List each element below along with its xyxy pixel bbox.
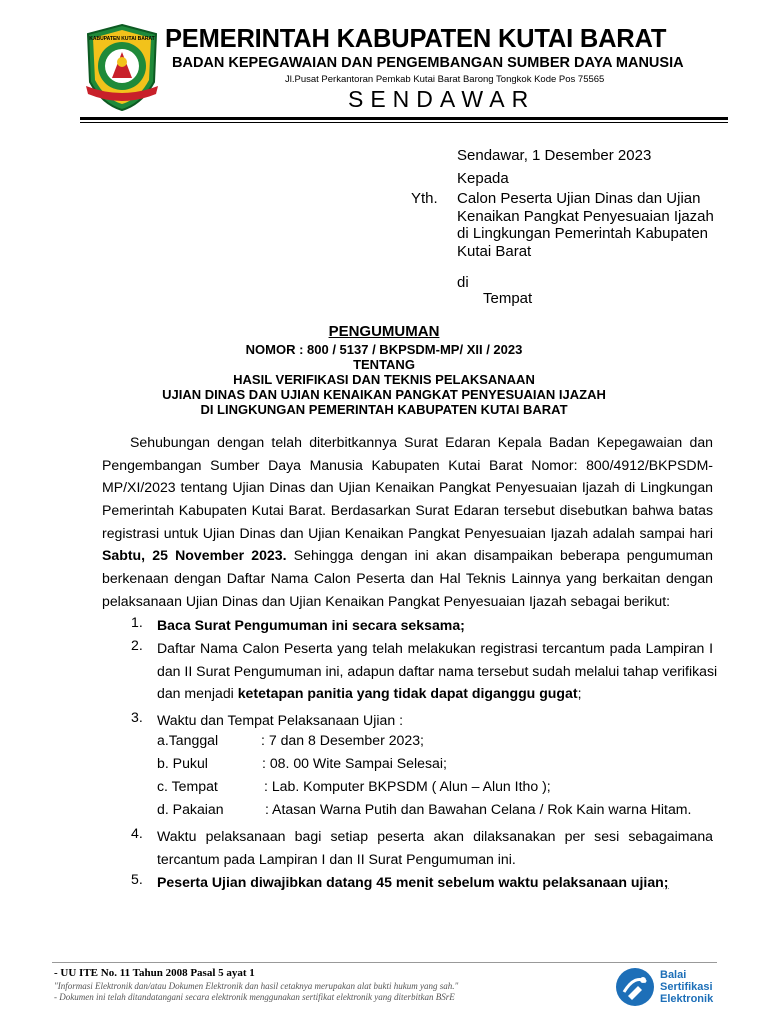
letterhead-rule-thin: [80, 122, 728, 123]
letter-yth: Yth.: [411, 190, 438, 207]
list-number: 2.: [131, 637, 143, 653]
letter-recipient: [457, 190, 714, 260]
body-line: Pengembangan Sumber Daya Manusia Kabupaten Kutai Barat Nomor: 800/4912/BKPSDM-: [102, 456, 713, 473]
schedule-label: d. Pakaian: [157, 801, 224, 817]
list-item-text: Baca Surat Pengumuman ini secara seksama;: [157, 617, 465, 633]
letterhead-agency: BADAN KEPEGAWAIAN DAN PENGEMBANGAN SUMBER DAYA MANUSIA: [172, 55, 684, 71]
announcement-heading: [0, 323, 768, 340]
body-line: pelaksanaan Ujian Dinas dan Ujian Kenaikan Pangkat Penyesuaian Ijazah sebagai berikut:: [102, 592, 671, 609]
letterhead-city: SENDAWAR: [348, 86, 536, 112]
schedule-value: : Atasan Warna Putih dan Bawahan Celana / Rok Kain warna Hitam.: [265, 801, 692, 817]
bsre-line: Sertifikasi: [660, 981, 713, 993]
list-item-end: ;: [663, 874, 669, 890]
body-line: Sehubungan dengan telah diterbitkannya Surat Edaran Kepala Badan Kepegawaian dan: [130, 434, 713, 450]
announcement-heading-text: PENGUMUMAN: [328, 323, 440, 340]
list-number: 4.: [131, 825, 143, 841]
bsre-line: Balai: [660, 969, 687, 981]
recipient-line: di Lingkungan Pemerintah Kabupaten: [457, 225, 709, 242]
body-paragraph: [102, 431, 713, 613]
bsre-logo-icon: [614, 966, 656, 1008]
svg-text:KABUPATEN KUTAI BARAT: KABUPATEN KUTAI BARAT: [89, 36, 155, 42]
body-line: berkenaan dengan Daftar Nama Calon Peserta dan Hal Teknis Lainnya yang berkaitan dengan: [102, 570, 713, 587]
list-item-line: [157, 682, 713, 705]
recipient-line: Calon Peserta Ujian Dinas dan Ujian: [457, 190, 701, 207]
kutai-barat-emblem-icon: [82, 22, 162, 112]
body-line: Pemerintah Kabupaten Kutai Barat. Berdasarkan Surat Edaran tersebut disebutkan bahwa batas: [102, 502, 713, 519]
deadline-date: Sabtu, 25 November 2023.: [102, 547, 287, 564]
list-number: 5.: [131, 871, 143, 887]
body-line: MP/XI/2023 tentang Ujian Dinas dan Ujian Kenaikan Pangkat Penyesuaian Ijazah di Lingkungan: [102, 479, 713, 496]
footer-quote: "Informasi Elektronik dan/atau Dokumen Elektronik dan hasil cetaknya merupakan alat bukti hukum yang sah.": [54, 981, 459, 991]
body-line: [102, 544, 713, 567]
list-item-line: Daftar Nama Calon Peserta yang telah melakukan registrasi tercantum pada Lampiran I: [157, 640, 713, 656]
letter-kepada: Kepada: [457, 170, 509, 187]
bsre-wordmark: [660, 969, 713, 1005]
list-item-line: tercantum pada Lampiran I dan II Surat Pengumuman ini.: [157, 850, 516, 867]
list-item-text: Peserta Ujian diwajibkan datang 45 menit sebelum waktu pelaksanaan ujian: [157, 874, 664, 890]
list-item: Waktu dan Tempat Pelaksanaan Ujian :: [157, 712, 403, 728]
schedule-label: a.Tanggal: [157, 732, 219, 748]
footer-law: - UU ITE No. 11 Tahun 2008 Pasal 5 ayat 1: [54, 967, 255, 979]
list-item-text: ;: [577, 685, 582, 702]
footer-rule: [52, 962, 717, 963]
list-number: 3.: [131, 709, 143, 725]
list-item-emphasis: ketetapan panitia yang tidak dapat diganggu gugat: [237, 685, 578, 702]
letterhead-address: Jl.Pusat Perkantoran Pemkab Kutai Barat Barong Tongkok Kode Pos 75565: [285, 74, 605, 85]
announcement-number: NOMOR : 800 / 5137 / BKPSDM-MP/ XII / 2023: [245, 342, 523, 357]
list-item-text: dan menjadi: [157, 685, 238, 702]
letter-di: di: [457, 274, 469, 291]
announcement-subject-line: HASIL VERIFIKASI DAN TEKNIS PELAKSANAAN: [233, 372, 535, 387]
list-item-line: dan II Surat Pengumuman ini, adapun daftar nama tersebut sudah melalui tahap verifikasi: [157, 662, 718, 679]
footer-esign-note: - Dokumen ini telah ditandatangani secara elektronik menggunakan sertifikat elektronik yang diterbitkan BSrE: [54, 992, 455, 1002]
schedule-value: : 08. 00 Wite Sampai Selesai;: [262, 755, 447, 771]
list-item: [157, 871, 713, 894]
schedule-value: : Lab. Komputer BKPSDM ( Alun – Alun Itho );: [264, 778, 551, 794]
list-item-line: Waktu pelaksanaan bagi setiap peserta akan dilaksanakan per sesi sebagaimana: [157, 828, 713, 844]
schedule-label: c. Tempat: [157, 778, 218, 794]
bsre-line: Elektronik: [660, 993, 714, 1005]
letter-tempat: Tempat: [483, 290, 533, 307]
recipient-line: Kutai Barat: [457, 242, 532, 260]
announcement-tentang: TENTANG: [353, 357, 415, 372]
list-item: [157, 637, 718, 705]
letter-date: Sendawar, 1 Desember 2023: [457, 147, 652, 164]
list-item: [157, 825, 713, 870]
letterhead-rule-thick: [80, 117, 728, 120]
schedule-label: b. Pukul: [157, 755, 208, 771]
body-line-rest: Sehingga dengan ini akan disampaikan beberapa pengumuman: [286, 547, 713, 564]
announcement-subject-line: UJIAN DINAS DAN UJIAN KENAIKAN PANGKAT PENYESUAIAN IJAZAH: [162, 387, 606, 402]
list-item: [157, 614, 713, 637]
announcement-subject-line: DI LINGKUNGAN PEMERINTAH KABUPATEN KUTAI BARAT: [200, 402, 568, 417]
letterhead-title: PEMERINTAH KABUPATEN KUTAI BARAT: [165, 25, 667, 53]
schedule-value: : 7 dan 8 Desember 2023;: [261, 732, 424, 748]
recipient-line: Kenaikan Pangkat Penyesuaian Ijazah: [457, 207, 714, 225]
body-line: registrasi untuk Ujian Dinas dan Ujian Kenaikan Pangkat Penyesuaian Ijazah adalah sampai hari: [102, 524, 713, 541]
list-number: 1.: [131, 614, 143, 630]
